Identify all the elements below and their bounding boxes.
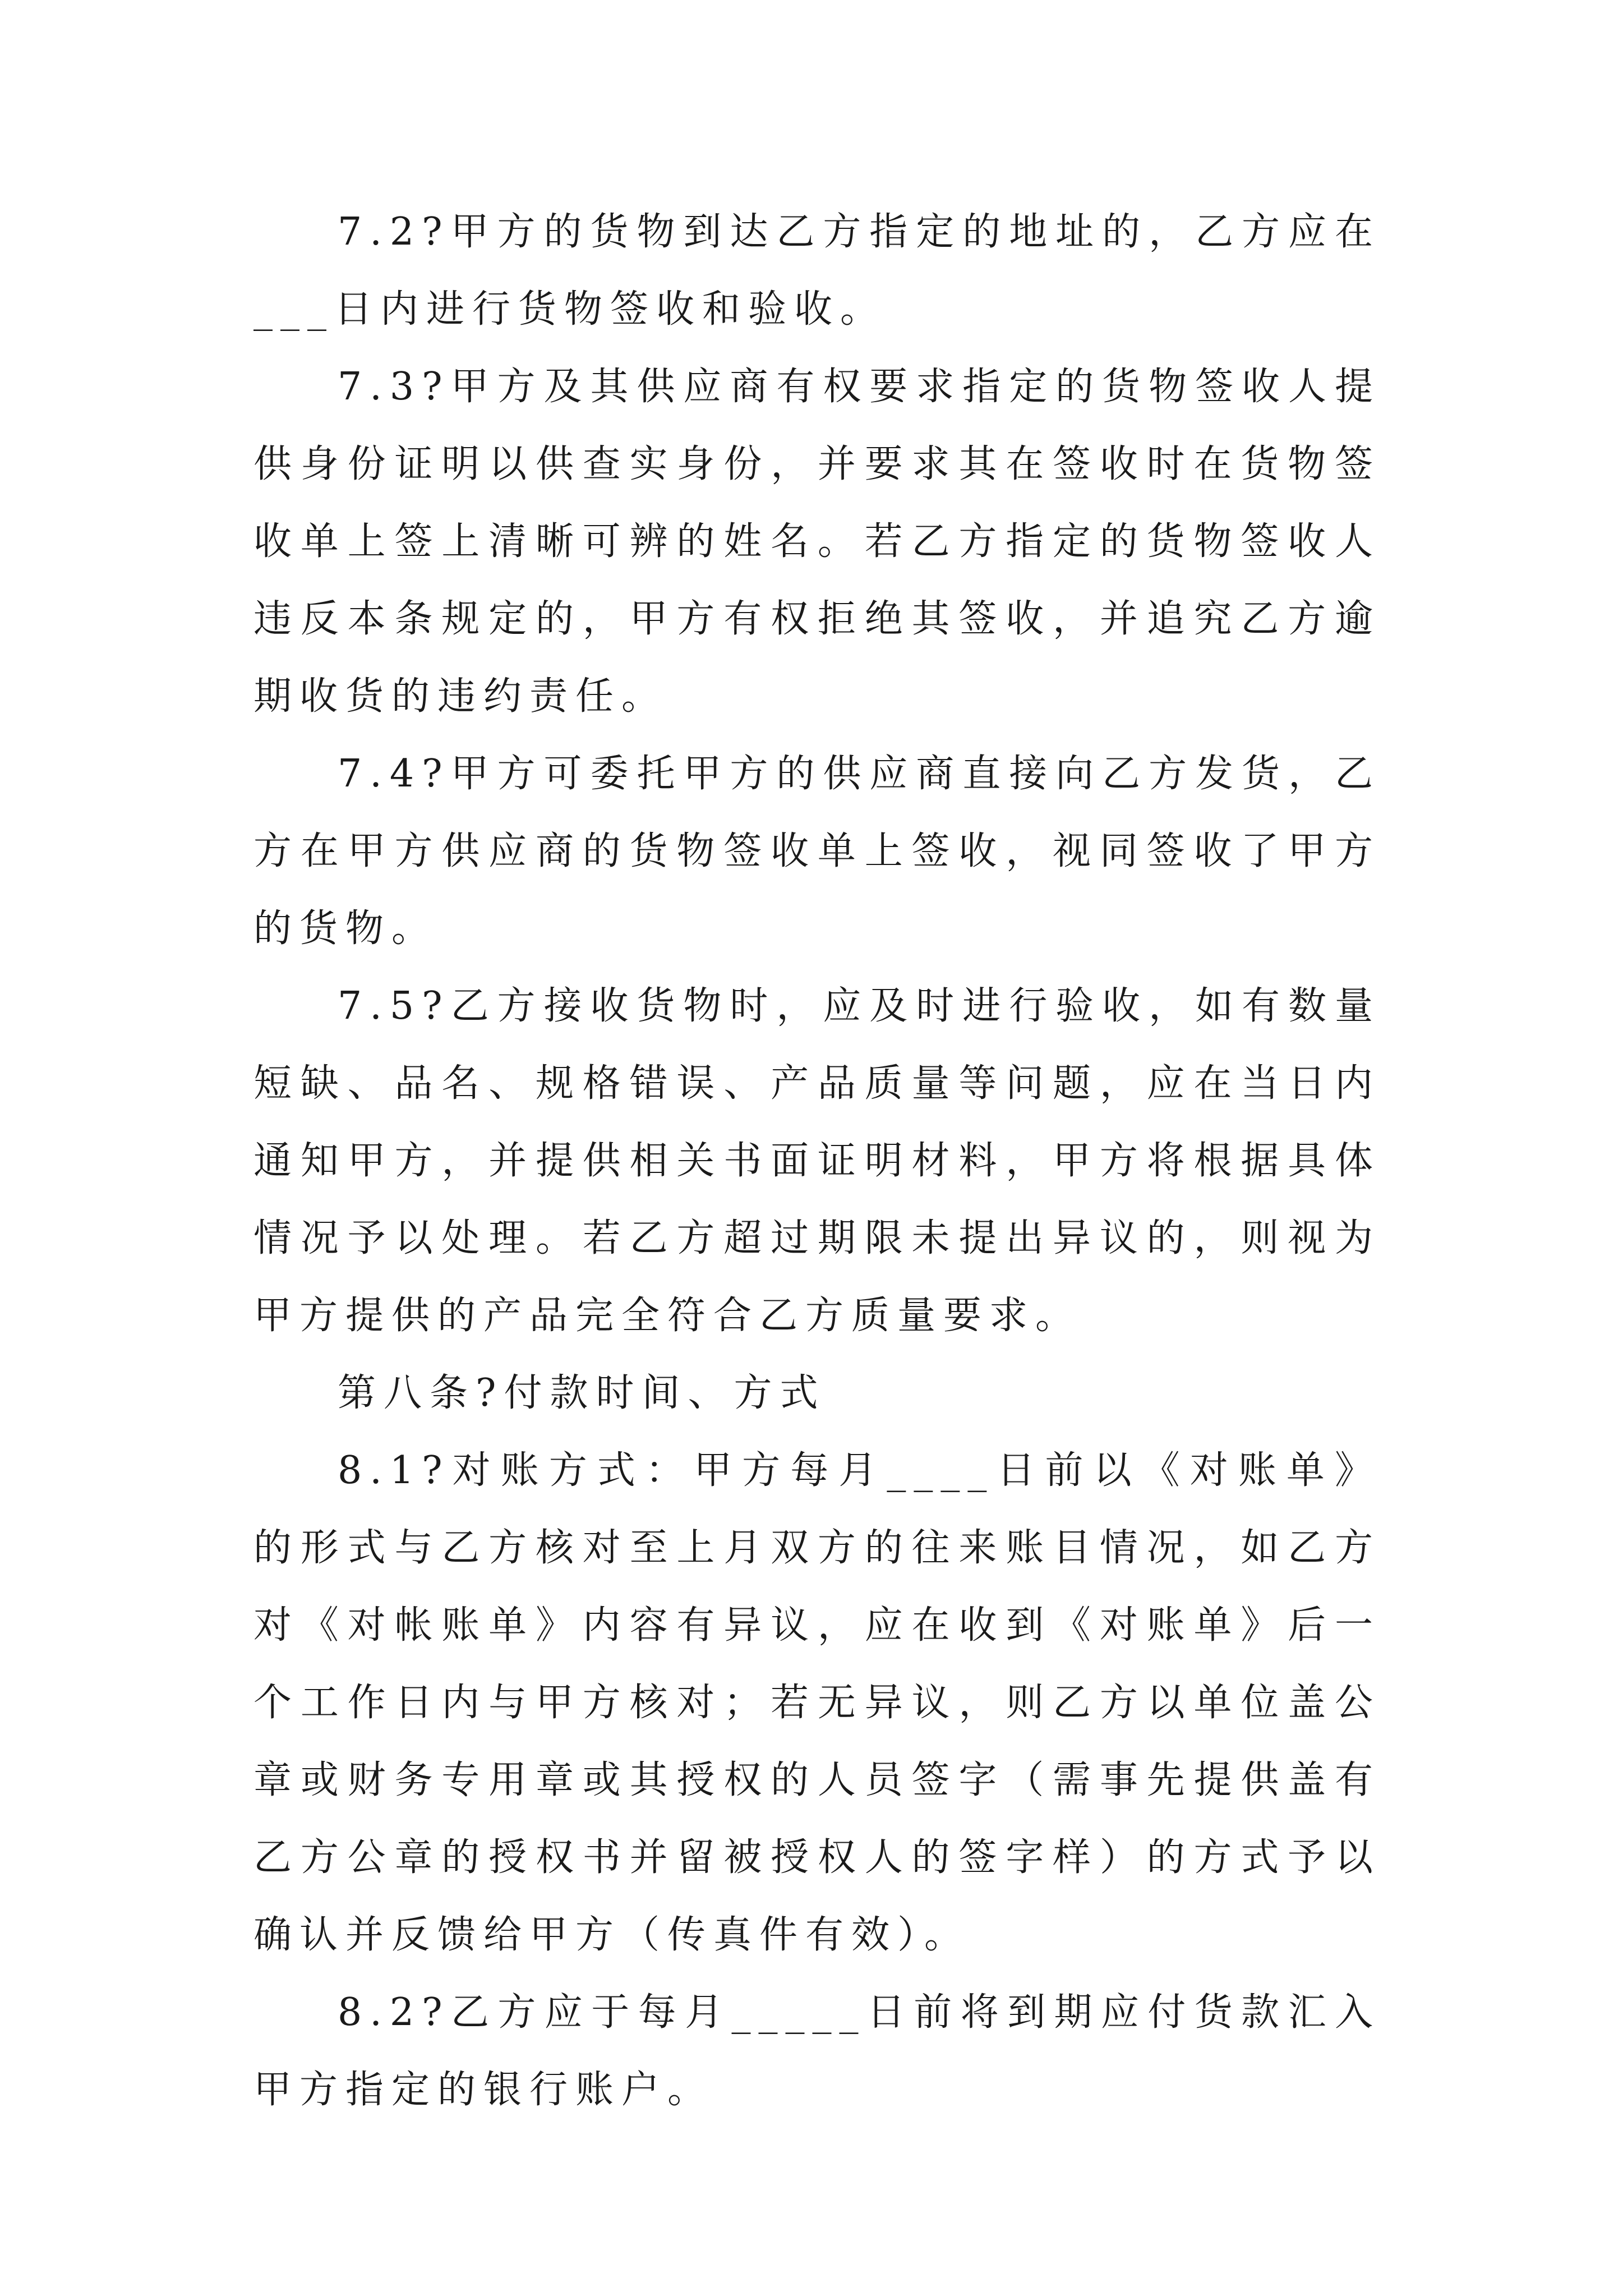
clause-8-2: 8.2?乙方应于每月_____日前将到期应付货款汇入甲方指定的银行账户。 bbox=[253, 1990, 1381, 2112]
clause-7-3: 7.3?甲方及其供应商有权要求指定的货物签收人提供身份证明以供查实身份，并要求其在签收时在货物签收单上签上清晰可辨的姓名。若乙方指定的货物签收人违反本条规定的，甲方有权拒绝其签收，并追究乙方逾期收货的违约责任。 bbox=[253, 365, 1381, 719]
document-body bbox=[253, 194, 1381, 2129]
clause-7-5: 7.5?乙方接收货物时，应及时进行验收，如有数量短缺、品名、规格错误、产品质量等问题，应在当日内通知甲方，并提供相关书面证明材料，甲方将根据具体情况予以处理。若乙方超过期限未提出异议的，则视为甲方提供的产品完全符合乙方质量要求。 bbox=[253, 984, 1381, 1338]
clause-8-1: 8.1?对账方式：甲方每月____日前以《对账单》的形式与乙方核对至上月双方的往来账目情况，如乙方对《对帐账单》内容有异议，应在收到《对账单》后一个工作日内与甲方核对；若无异议，则乙方以单位盖公章或财务专用章或其授权的人员签字（需事先提供盖有乙方公章的授权书并留被授权人的签字样）的方式予以确认并反馈给甲方（传真件有效）。 bbox=[253, 1448, 1381, 1957]
clause-7-2: 7.2?甲方的货物到达乙方指定的地址的，乙方应在___日内进行货物签收和验收。 bbox=[253, 210, 1381, 332]
clause-7-4: 7.4?甲方可委托甲方的供应商直接向乙方发货，乙方在甲方供应商的货物签收单上签收，视同签收了甲方的货物。 bbox=[253, 752, 1381, 951]
article-8-heading: 第八条?付款时间、方式 bbox=[338, 1371, 826, 1415]
